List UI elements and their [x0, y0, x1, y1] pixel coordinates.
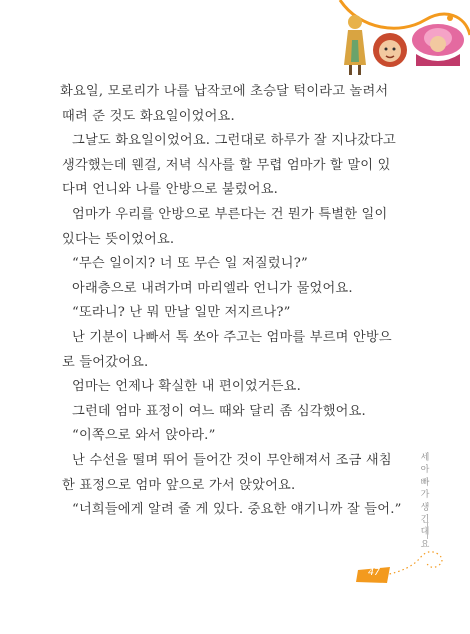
hatted-woman-illustration	[410, 20, 466, 66]
dialogue-line: “무슨 일이지? 너 또 무슨 일 저질렀니?”	[72, 256, 308, 272]
dialogue-line: “이쪽으로 와서 앉아라.”	[72, 428, 216, 444]
paragraph: 엄마는 언제나 확실한 내 편이었거든요.	[72, 379, 301, 395]
title-divider-line	[427, 519, 428, 539]
story-body	[62, 80, 402, 523]
paragraph: 그날도 화요일이었어요. 그런대로 하루가 잘 지나갔다고 생각했는데 웬걸, 저녁 식사를 할 무렵 엄마가 할 말이 있다며 언니와 나를 안방으로 불렀어요.	[62, 133, 396, 198]
paragraph: 화요일, 모로리가 나를 납작코에 초승달 턱이라고 놀려서 때려 준 것도 화요일이었어요.	[60, 84, 389, 124]
paragraph: 그런데 엄마 표정이 여느 때와 달리 좀 심각했어요.	[72, 403, 366, 419]
running-book-title: 세아빠가생긴대요	[420, 453, 430, 550]
dialogue-line: “너희들에게 알려 줄 게 있다. 중요한 얘기니까 잘 들어.”	[72, 502, 402, 518]
dialogue-line: “또라니? 난 뭐 만날 일만 저지르나?”	[72, 305, 291, 321]
paragraph: 아래층으로 내려가며 마리엘라 언니가 물었어요.	[72, 280, 353, 296]
page-number: 47	[367, 567, 381, 578]
paragraph: 난 수선을 떨며 뛰어 들어간 것이 무안해져서 조금 새침한 표정으로 엄마 앞으로 가서 앉았어요.	[62, 452, 392, 493]
girl-figure-illustration	[340, 10, 370, 80]
paragraph: 난 기분이 나빠서 톡 쏘아 주고는 엄마를 부르며 안방으로 들어갔어요.	[62, 329, 392, 370]
paragraph: 엄마가 우리를 안방으로 부른다는 건 뭔가 특별한 일이 있다는 뜻이었어요.	[62, 206, 388, 247]
face-portrait-illustration	[372, 32, 408, 68]
